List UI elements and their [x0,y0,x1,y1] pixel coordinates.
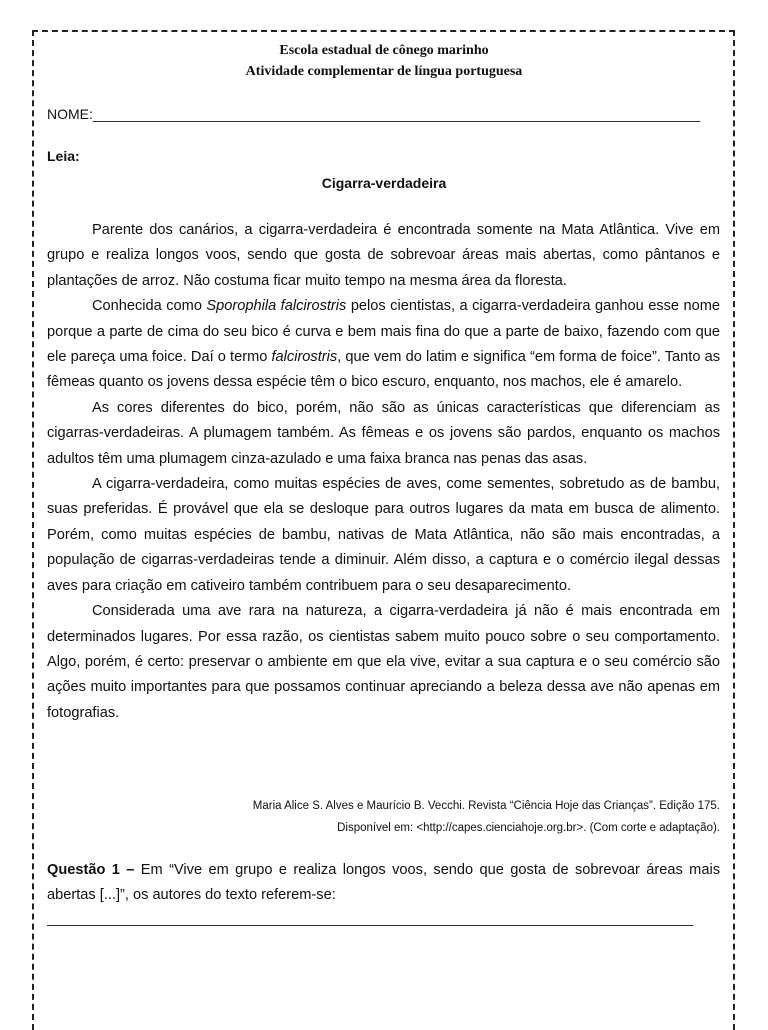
name-field-line: NOME:______________________________________________________________________________ [47,106,701,122]
paragraph-5: Considerada uma ave rara na natureza, a cigarra-verdadeira já não é mais encontrada em determinados lugares. Por essa razão, os cientistas sabem muito pouco sobre o seu comportamento. Algo, porém, é certo: preservar o ambiente em que ela vive, evitar a sua captura e o seu comércio são ações muito importantes para que possamos continuar apreciando a beleza dessa ave não apenas em fotografias. [47,603,720,721]
paragraph-1: Parente dos canários, a cigarra-verdadeira é encontrada somente na Mata Atlântica. Vive em grupo e realiza longos voos, sendo que gosta de sobrevoar áreas mais abertas, como pântanos e plantações de arroz. Não costuma ficar muito tempo na mesma área da floresta. [47,222,720,289]
paragraph-2-part: , que vem do latim e significa “em forma de foice”. Tanto as fêmeas quanto os jovens dessa espécie têm o bico escuro, enquanto, nos machos, ele é amarelo. [47,349,720,391]
reading-text [47,218,720,726]
latin-term: falcirostris [271,349,338,366]
text-title: Cigarra-verdadeira [321,175,447,191]
source-citation [253,795,720,839]
question-1-text: Em “Vive em grupo e realiza longos voos, sendo que gosta de sobrevoar áreas mais abertas [...]”, os autores do texto referem-se: [47,862,720,904]
paragraph-2-part: Conhecida como [92,298,207,315]
read-label: Leia: [47,148,80,164]
paragraph-4: A cigarra-verdadeira, como muitas espécies de aves, come sementes, sobretudo as de bambu, suas preferidas. É provável que ela se desloque para outros lugares da mata em busca de alimento. Porém, como muitas espécies de bambu, nativas de Mata Atlântica, não são mais encontradas, a população de cigarras-verdadeiras tende a diminuir. Além disso, a captura e o comércio ilegal dessas aves para criação em cativeiro também contribuem para o seu desaparecimento. [47,476,720,594]
question-1 [47,858,720,909]
scientific-name: Sporophila falcirostris [206,298,347,315]
school-name: Escola estadual de cônego marinho [279,43,489,58]
paragraph-2-part: pelos cientistas, a cigarra-verdadeira ganhou esse nome porque a parte de cima do seu bico é curva e bem mais fina do que a parte de baixo, fazendo com que ele pareça uma foice. Daí o termo [47,298,720,366]
paragraph-2 [47,294,720,396]
question-1-label: Questão 1 – [47,862,135,878]
citation-authors: Maria Alice S. Alves e Maurício B. Vecchi. Revista “Ciência Hoje das Crianças”. Edição 175. [252,800,720,812]
paragraph-3: As cores diferentes do bico, porém, não são as únicas características que diferenciam as cigarras-verdadeiras. A plumagem também. As fêmeas e os jovens são pardos, enquanto os machos adultos têm uma plumagem cinza-azulado e uma faixa branca nas penas das asas. [47,399,720,467]
activity-title: Atividade complementar de língua portuguesa [245,64,523,79]
citation-url: Disponível em: <http://capes.cienciahoje.org.br>. (Com corte e adaptação). [337,822,720,834]
answer-line: ___________________________________________________________________________________ [47,910,694,926]
